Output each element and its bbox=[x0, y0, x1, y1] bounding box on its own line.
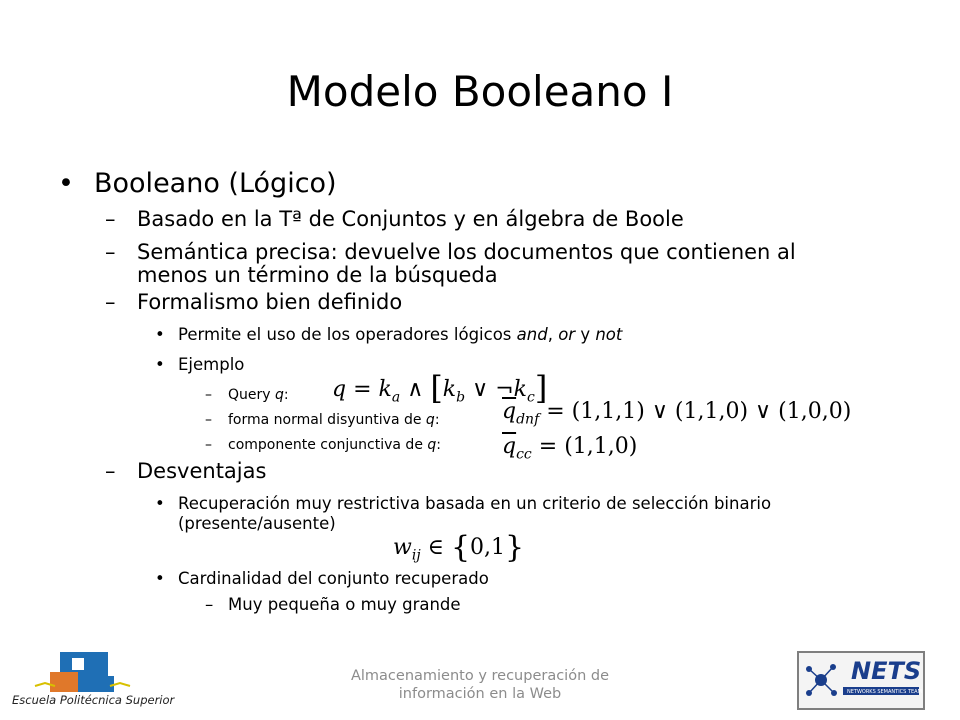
level3-item-ejemplo: Ejemplo bbox=[178, 355, 245, 374]
level3-item-recuperacion-line2: (presente/ausente) bbox=[178, 514, 336, 533]
bullet-dot: • bbox=[155, 355, 165, 374]
level3-item-recuperacion-line1: Recuperación muy restrictiva basada en un criterio de selección binario bbox=[178, 494, 772, 513]
colon: : bbox=[436, 437, 441, 453]
bullet-dot: • bbox=[155, 325, 165, 344]
level4-item-pequena: Muy pequeña o muy grande bbox=[228, 595, 461, 614]
level3-item-operadores bbox=[178, 325, 622, 345]
level2-item-desventajas: Desventajas bbox=[137, 459, 267, 483]
fnd-label: forma normal disyuntiva de bbox=[228, 412, 426, 428]
bullet-dot: • bbox=[155, 569, 165, 588]
var-q: q bbox=[275, 387, 284, 403]
level4-item-cc bbox=[228, 436, 441, 454]
level2-item-semantica-line2: menos un término de la búsqueda bbox=[137, 263, 498, 287]
level2-item-semantica-line1: Semántica precisa: devuelve los documentos que contienen al bbox=[137, 240, 796, 264]
var-q: q bbox=[427, 437, 437, 453]
nets-logo-text: NETS bbox=[851, 657, 922, 685]
colon: : bbox=[434, 412, 440, 428]
query-label: Query bbox=[228, 387, 275, 403]
var-q: q bbox=[425, 412, 435, 428]
dash: – bbox=[205, 412, 212, 428]
dash: – bbox=[105, 290, 116, 314]
eps-logo bbox=[10, 650, 175, 712]
dash: – bbox=[105, 459, 116, 483]
level4-item-fnd bbox=[228, 411, 440, 429]
separator: , bbox=[547, 325, 559, 344]
operator-and: and bbox=[516, 325, 548, 344]
dash: – bbox=[205, 595, 214, 614]
bullet-dot: • bbox=[58, 168, 74, 199]
slide-title: Modelo Booleano I bbox=[286, 67, 674, 116]
footer-text bbox=[330, 667, 630, 703]
level2-item-conjuntos: Basado en la Tª de Conjuntos y en álgebra de Boole bbox=[137, 207, 684, 231]
footer-line1: Almacenamiento y recuperación de bbox=[350, 668, 610, 684]
dash: – bbox=[105, 240, 116, 264]
nets-logo-subtext: NETWORKS SEMANTICS TEAM bbox=[847, 689, 922, 695]
formula-cc: $\overline{q}_{cc} = (1,1,0)$ bbox=[502, 434, 638, 463]
formula-dnf: $\overline{q}_{dnf} = (1,1,1)$ ∨ (1,1,0) ∨ (1,0,0) bbox=[502, 399, 852, 428]
cc-label: componente conjunctiva de bbox=[228, 437, 428, 453]
eps-logo-text: Escuela Politécnica Superior bbox=[12, 693, 175, 707]
operator-or: or bbox=[558, 325, 576, 344]
operator-not: not bbox=[595, 325, 623, 344]
colon: : bbox=[283, 387, 289, 403]
dash: – bbox=[205, 387, 212, 403]
dash: – bbox=[205, 437, 212, 453]
level4-item-query bbox=[228, 386, 289, 404]
formula-weights: $w_{ij}$ ∈ {0,1} bbox=[393, 530, 525, 565]
nets-logo bbox=[797, 651, 925, 710]
bullet-dot: • bbox=[155, 494, 165, 513]
operadores-text: Permite el uso de los operadores lógicos bbox=[178, 325, 517, 344]
level3-item-cardinalidad: Cardinalidad del conjunto recuperado bbox=[178, 569, 489, 588]
formula-query: $q = k_a$ ∧ [$k_b$ ∨ $\neg k_c$] bbox=[332, 369, 548, 407]
dash: – bbox=[105, 207, 116, 231]
separator: y bbox=[575, 325, 596, 344]
level2-item-formalismo: Formalismo bien definido bbox=[137, 290, 403, 314]
level1-item-booleano: Booleano (Lógico) bbox=[94, 168, 337, 199]
footer-line2: información en la Web bbox=[398, 686, 562, 702]
